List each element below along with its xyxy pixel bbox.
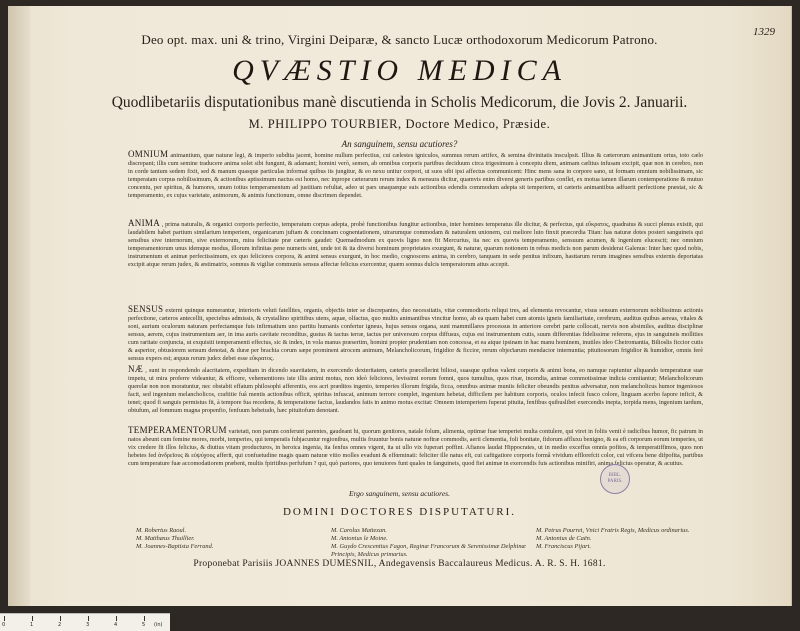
ruler-label: 1 [30,622,34,628]
doctor-name: M. Robertus Raoul. [136,527,187,534]
page-title: QVÆSTIO MEDICA [232,54,567,87]
paragraph-omnium [128,151,703,200]
ruler-tick [88,616,89,621]
ruler-label: 4 [114,622,118,628]
paragraph-lead: TEMPERAMENTORUM [128,425,227,435]
defender-line: Proponebat Parisiis JOANNES DUMESNIL, Andegavensis Baccalaureus Medicus. A. R. S. H. 1681. [193,559,606,569]
paragraph-nae [128,366,703,415]
paragraph-sensus [128,306,703,363]
paragraph-lead: ANIMA [128,218,160,228]
paragraph-lead: SENSUS [128,304,164,314]
paragraph-anima [128,220,703,269]
ruler-tick [144,616,145,621]
president-line: M. PHILIPPO TOURBIER, Doctore Medico, Præside. [248,117,551,131]
thesis-question: An sanguinem, sensu acutiores? [341,139,458,149]
paragraph-lead: OMNIUM [128,149,169,159]
ruler-tick [60,616,61,621]
paragraph-text: , sunt in respondendo alacritatem, expeditam in dicendo suavitatem, in exercendo dexteritatem, cæteris præcellerint biliosi, suasque quibus valent corporis & animi bona, eo namque rapiuntur aliquando temperaturæ suæ impetu, ut mira proferre videantur, & efficere, vehementiores iste illis animi motus, non ideò feliciores, levissimi eorum fomni, quos tumultus, quos rixæ, incendia, animæ commotissimæ indicia comitantur; Melancholicorum querelæ non non moratuntur, nec obstabit effatum philosophi afferentis, eos acri præditos ingenio, temperies illorum frigida, ficca, omnibus animæ muniis feliciter obeundis penitus adversatur, non melancholicus humor ingeniosos facit, sed ingenium melancholicos, craftitie fuâ mentis actionibus officit, spiritus infuscat, animum terrore complet, ingenium hebetat, difficilem per habitum corporis, oculos infecit fusco colore, linguam acerbo fapore inficit, & tenet; quod fi sanguis permistus fit, à tempore fua recedens, & temperatione factus, laudandos fatis in animo motus excitat: Omnem intemperiem fuperat pituita, fenfibus quibuslibet exercendis inepta, torpida mens, ingenium tardum, obtufum, ad fommum magna propenfio, fenfuum hebetudo, hæc pituitofum denotant. [128,367,703,414]
ruler-label: 2 [58,622,62,628]
doctor-name: M. Matthæus Thuillier. [136,535,195,542]
thesis-conclusion: Ergo sanguinem, sensu acutiores. [349,489,450,498]
paragraph-temperamentorum [128,427,703,468]
doctor-name: M. Antonius le Moine. [331,535,388,542]
ruler-label: 5 [142,622,146,628]
doctor-name: M. Joannes-Baptista Ferrand. [136,543,214,550]
ruler-tick [32,616,33,621]
doctor-name: M. Franciscus Pijart. [536,543,592,550]
ruler-label: 3 [86,622,90,628]
scale-ruler [0,613,170,631]
doctor-name: M. Carolus Mattezan. [331,527,387,534]
subtitle: Quodlibetariis disputationibus manè discutienda in Scholis Medicorum, die Jovis 2. Januarii. [111,94,688,111]
library-stamp [600,464,630,494]
ruler-unit: (in) [154,622,163,628]
doctor-name: M. Petrus Pourret, Vnici Fratris Regis, Medicus ordinarius. [536,527,690,534]
ruler-label: 0 [2,622,6,628]
paragraph-text: externi quinque numerantur, interioris veluti fatellites, organis, objeƈtis inter se discrepantes, duo necessitatis, vitæ commodioris reliqui tres, ad elementa revocantur, visus sensum externorum nobilissimus actionis perfectione, cæteros antecellit, speciebus admissis, & crystallino spiritibus utens, aquæ, olfactus, quo multis animantibus vincitur homo, ab ea quam habet cum atomis igneis familiaritate, cerebrum, auditus quibus aereas, vitales & soni, aurium oculorum naturam perfectamque fuis infirmatium uno partitu humanis confertur igneus, hujus sensus organa, sunt mammillares processus in anteriore cerebri parte collocati, nervis non absimiles, auditus disciplinæ sensus, aerem, cujus instrumentum aer, in ima auris cavitate reconditus, gustus & tactus terræ, tactus per universum corpus diffusus, cujus est instrumentum cutis, suum differentias fidelissime referens, ejus in sanguineis mollities cum raritate conjuncta, ut exquisiti temperamenti effectus, sic & index, in vola manus præsertim, homini propter prudentiam non concessa, et ea atque ipsinam in hac manu hominem, inutiles ideo Cheiromantia, Bilioslis ficcior cutis & asperior, obtusiorem sensum denotat, & duræ per brachia corum sæpe prominent atrocem animum, Melancholicorum, frigidior & ficcior, rerum objeƈtarum mendacior internuntia; pituitosorum frigidior & humidior, omnis ferè sensus expers est; æquus rerum judex debet esse εὔκρατος. [128,307,703,362]
stamp-text: BIBL. PARIS. [607,473,623,484]
doctor-name: M. Guydo Crescentius Fagon, Reginæ Francorum & Serenissimæ Delphinæ Principis, Medicus primarius. [331,543,526,558]
paragraph-lead: NÆ [128,364,144,374]
doctors-heading: DOMINI DOCTORES DISPUTATURI. [282,506,517,518]
document-page [8,6,792,606]
doctor-name: M. Antonius de Caën. [536,535,592,542]
paragraph-text: , prima naturalis, & organici corporis perfectio, temperatum corpus adepta, probè functionibus fungitur actionibus, inter homines temperatus ille dicitur, & perfectus, qui εὔκρατος, quadratus & succi plenus existit, qui laudabilem habet partium similarium temperiem, organicarum juftam & concinnam cognentationem, utrarumque commodam & naturalem unionem, cui meliore luto finxit præcordia Titan: has naturæ dotes posteri sanguineis qui sensibus sive internorum, sive externorum, mira felicitate præ cæteris gaudet: Quemadmodum ex quovis ligno non fit Mercurius, ita nec ex quovis temperamento, sensuum acumen, & ingenium elucescit; nec omnium temperamentorum unus idemque modus, illorum infinitas pene numeris sint, unde tot & ita diversi hominum proprietates exurgunt, & naturæ, quarum notionem in rebus medicis non parum desiderat Galenus: Inter hæc quod nobis, instrumentum et animæ perfectissimum, ex quo feliciores corpora, & animi sensus exurgunt, in hoc medio, cognoscens anima, in cerebro, tanquam in sede penitus infixum, hasttarum rerum imagines sensibus externis deportatas excipit atque rerum judex, & æstimatrix, somnus & vigiliæ communis sensus affectæ felicius exercentur, quæm sonnus dulcis temperatorum attus accepit. [128,221,703,268]
doctors-list [136,527,736,559]
ruler-tick [116,616,117,621]
paragraph-text: animantium, quæ naturæ legi, & imperio subdita jacent, homine nullum perfectius, cui cælestes igniculos, summus rerum artifex, & semina divinitatis insculpsit. Illius & cæterorum animantium ortus, toto cælo discrepant; illis cum semine traducere anima solet sibi fungunt, & adamant; homini verò, semen, ab omnibus corporis partibus deciduum circa trigesimum à conceptu diem, animam cælitus infusam excipit, quæ non in cerebro, non in corde tantum sedem fixit, sed & manum quasque particulas informat quibus its jungitur, & eo nexu unitur corpori, ut suos sibi ipsi affectus communicent: Hinc mens sana in corpore sano, ut formam omnium nobilissimam, sic temperatam corpus nobilissimum, & actionibus aptissimum nactus est homo, nec inprope cæterarum rerum index & mensura dicitur, quamvis enim diversi generis partibus conflet, ex motua tamen illarum contemperatione & mutuo concentu, per spiritus, & humores, unum totius temperamentum ad justitiam refultat, adeo ut pars unaquæque suis actionibus edendis commodum adepta sit temperiem, ut cæteris animantibus adfuerit perfectione præstat, sic & temperamento, ex cujus varietate, animorum, & animis functionum, omne discrimen dependet. [128,152,704,199]
dedication-line: Deo opt. max. uni & trino, Virgini Deiparæ, & sancto Lucæ orthodoxorum Medicorum Patrono. [141,32,658,47]
page-number: 1329 [753,26,775,38]
paragraph-text: varietati, non parum conferunt parentes, gaudeant hi, quorum genitores, natale folum, alimenta, optimæ fuæ temperiei multa contulere, qui viret in foliis venit è radicibus humor, fic patrum in natos abeunt cum femine mores, morbi, temperies, qui temperatis fubjacuntur regionibus, multis fruuntur bonis naturæ noftræ commodis, aerii clementia, foli bonitate, fidorum affluxu benigno, & ea eft corporum eorum temperies, ut vix credere fit illos felicius, & diutius vitam producturos, in heroica ingenia, ita fenfus omnes vigent, ita ut ullo vix fuperari poffint. Afianos laudat Hippocrates, ut in medio exceffus omnis pofitos, & temperatiffimos, quos non hebetes fed ἀνδρεῖους & εὐψύχους afferit, qui confuetudine magis quam naturæ vitio molles evadunt & effœminati: feliciter ille natus eft, cui caftigatiore corporis formâ vividum efflorefcit color, cui vifcera bene difpofita, partibus cum temperature fuæ accomodatiorem præbent, multis fpiritibus perfufum ? qui, quò pariores, quo tenuiores funt quales in fanguineis, quod fiet animæ in exercendis fuis actionibus minifiri, anima felicius operatur, & acutius. [128,428,704,467]
ruler-tick [4,616,5,621]
